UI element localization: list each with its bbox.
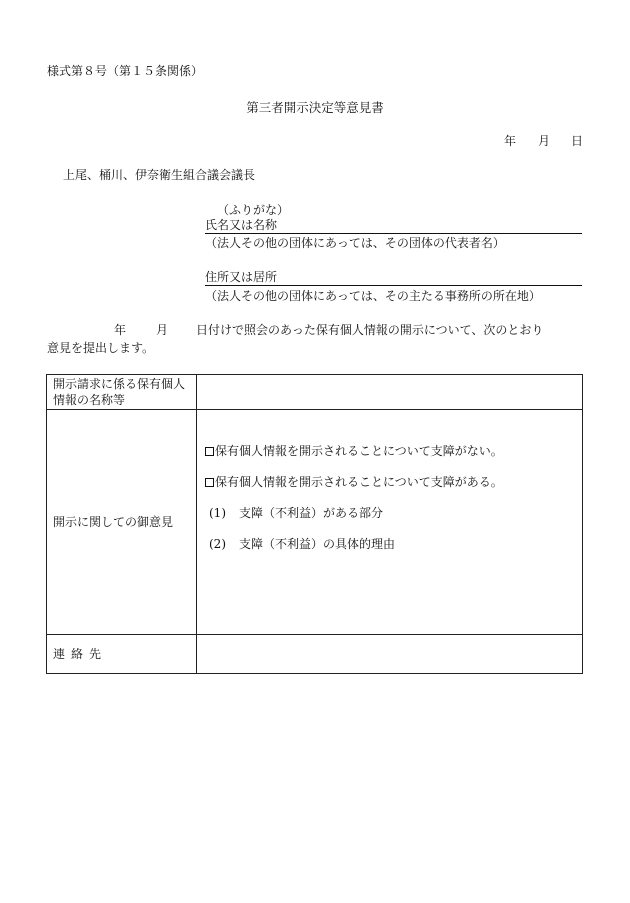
sub-item-2-number: (2) [209,537,226,551]
checkbox-issue[interactable] [205,478,214,487]
addressee: 上尾、桶川、伊奈衛生組合議会議長 [63,168,256,182]
opinion-cell[interactable] [197,410,583,635]
option-issue-text: 保有個人情報を開示されることについて支障がある。 [215,475,503,489]
option-no-issue[interactable] [203,444,576,459]
opinion-table [46,374,583,674]
form-number: 様式第８号（第１５条関係） [47,64,204,78]
option-issue[interactable] [203,475,576,490]
address-label: 住所又は居所 [205,270,278,284]
address-note: （法人その他の団体にあっては、その主たる事務所の所在地） [205,289,541,303]
date-year: 年 [504,134,517,148]
sub-item-2-text: 支障（不利益）の具体的理由 [239,537,396,551]
address-field[interactable] [205,270,582,286]
date-line [0,134,630,150]
document-title: 第三者開示決定等意見書 [246,100,384,115]
body-year: 年 [114,323,127,337]
body-line1-rest: 日付けで照会のあった保有個人情報の開示について、次のとおり [196,323,544,337]
date-month: 月 [538,134,551,148]
table-row [47,635,583,674]
name-field[interactable] [205,218,582,234]
furigana-label: （ふりがな） [217,203,290,217]
sub-item-1 [203,506,576,521]
body-month: 月 [156,323,169,337]
date-day: 日 [571,134,584,148]
info-name-cell[interactable] [197,375,583,410]
opinion-label: 開示に関しての御意見 [47,410,197,635]
body-text-line1 [0,323,630,339]
sub-item-1-number: (1) [209,506,226,520]
table-row [47,375,583,410]
sub-item-1-text: 支障（不利益）がある部分 [239,506,384,520]
info-name-label: 開示請求に係る保有個人情報の名称等 [47,375,197,410]
sub-item-2 [203,537,576,552]
name-label: 氏名又は名称 [205,218,278,232]
table-row [47,410,583,635]
checkbox-no-issue[interactable] [205,447,214,456]
option-no-issue-text: 保有個人情報を開示されることについて支障がない。 [215,444,503,458]
contact-label: 連絡先 [47,635,197,674]
contact-cell[interactable] [197,635,583,674]
body-text-line2: 意見を提出します。 [47,341,155,355]
name-note: （法人その他の団体にあっては、その団体の代表者名） [205,236,505,250]
